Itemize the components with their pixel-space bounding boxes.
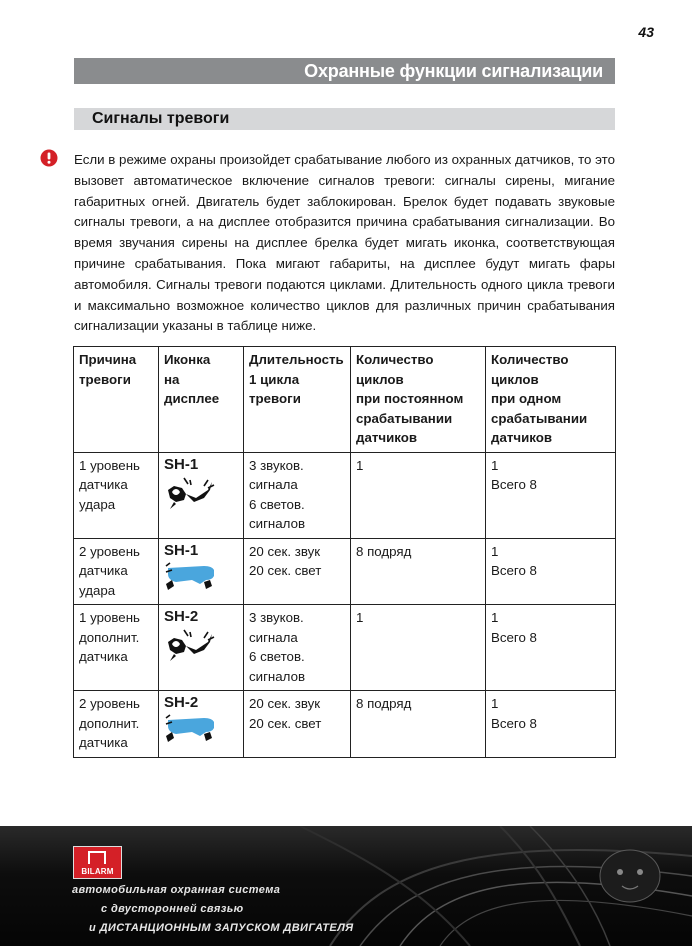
icon-code: SH-2 <box>164 608 199 625</box>
icon-code: SH-1 <box>164 455 199 473</box>
cell-duration: 3 звуков. сигнала 6 светов. сигналов <box>244 452 351 538</box>
intro-paragraph: Если в режиме охраны произойдет срабатывание любого из охранных датчиков, то это вызовет автоматическое включение сигналов тревоги: сигналы сирены, мигание габаритных огней. Двигатель будет заблокирован. Брелок будет подавать звуковые сигналы тревоги, а на дисплее отобразится причина срабатывания сигнализации. Во время звучания сирены на дисплее брелка будет мигать иконка, соответствующая причине срабатывания. Пока мигают габариты, на дисплее будут мигать фары автомобиля. Сигналы тревоги подаются циклами. Длительность одного цикла тревоги и максимально возможное количество циклов для различных причин срабатывания сигнализации указаны в таблице ниже. <box>74 152 615 334</box>
bilarm-logo <box>73 846 122 879</box>
subsection-title: Сигналы тревоги <box>74 108 615 130</box>
tagline-line-3: и ДИСТАНЦИОННЫМ ЗАПУСКОМ ДВИГАТЕЛЯ <box>89 922 354 934</box>
tagline-line-1: автомобильная охранная система <box>72 884 281 896</box>
cell-cause: 2 уровень датчика удара <box>74 538 159 605</box>
page-number: 43 <box>638 24 654 40</box>
shock-lights-icon <box>164 562 216 592</box>
cell-cause: 1 уровень дополнит. датчика <box>74 605 159 691</box>
shock-lights-icon <box>164 714 216 744</box>
cell-icon <box>159 452 244 538</box>
header-cycles-single: Количество циклов при одном срабатывании датчиков <box>486 347 616 453</box>
logo-mark <box>88 851 106 864</box>
table-row <box>74 691 616 758</box>
cell-icon <box>159 538 244 605</box>
cell-cycles-single: 1 Всего 8 <box>486 691 616 758</box>
header-cause: Причина тревоги <box>74 347 159 453</box>
icon-code: SH-2 <box>164 694 199 711</box>
cell-cycles-single: 1 Всего 8 <box>486 538 616 605</box>
cell-cycles-constant: 8 подряд <box>351 691 486 758</box>
tagline-line-2: с двусторонней связью <box>101 903 244 915</box>
cell-icon <box>159 605 244 691</box>
cell-cycles-constant: 8 подряд <box>351 538 486 605</box>
header-cycles-constant: Количество циклов при постоянном срабатывании датчиков <box>351 347 486 453</box>
cell-cycles-constant: 1 <box>351 605 486 691</box>
cell-duration: 20 сек. звук 20 сек. свет <box>244 538 351 605</box>
footer-banner <box>0 826 692 946</box>
shock-siren-icon <box>164 476 216 510</box>
cell-cycles-single: 1 Всего 8 <box>486 605 616 691</box>
cell-cycles-single: 1 Всего 8 <box>486 452 616 538</box>
icon-code: SH-1 <box>164 541 199 559</box>
cell-cycles-constant: 1 <box>351 452 486 538</box>
alarm-table <box>73 346 616 758</box>
cell-duration: 3 звуков. сигнала 6 светов. сигналов <box>244 605 351 691</box>
table-row <box>74 605 616 691</box>
header-duration: Длительность 1 цикла тревоги <box>244 347 351 453</box>
section-title: Охранные функции сигнализации <box>74 58 615 84</box>
cell-duration: 20 сек. звук 20 сек. свет <box>244 691 351 758</box>
table-row <box>74 452 616 538</box>
header-icon: Иконка на дисплее <box>159 347 244 453</box>
cell-cause: 2 уровень дополнит. датчика <box>74 691 159 758</box>
cell-cause: 1 уровень датчика удара <box>74 452 159 538</box>
warning-icon <box>40 149 58 167</box>
cell-icon <box>159 691 244 758</box>
shock-siren-icon <box>164 628 216 662</box>
table-header-row <box>74 347 616 453</box>
table-row <box>74 538 616 605</box>
logo-text: BILARM <box>81 867 114 876</box>
